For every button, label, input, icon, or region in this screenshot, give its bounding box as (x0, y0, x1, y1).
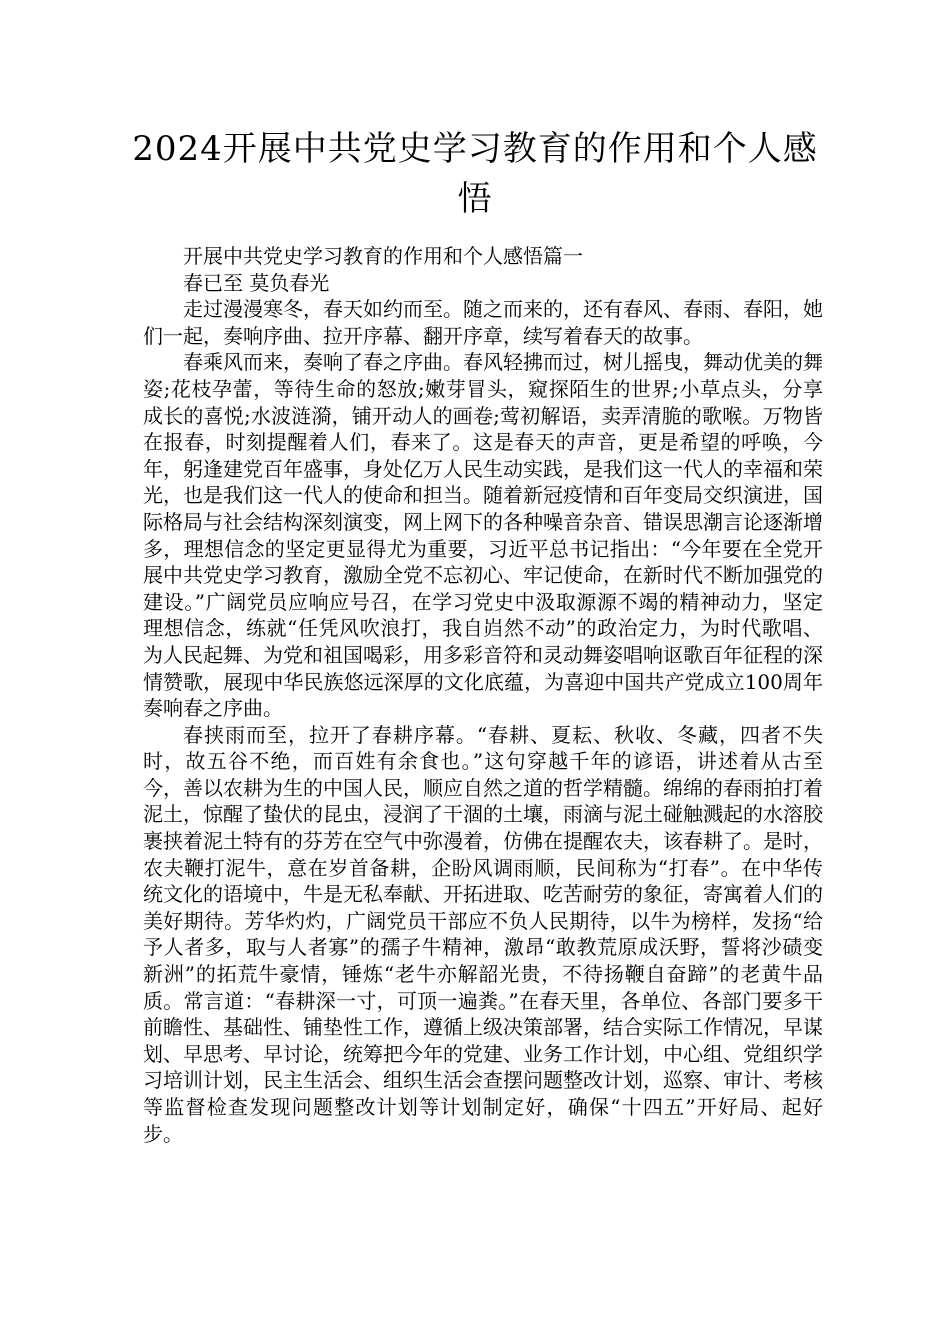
document-body (143, 243, 823, 1147)
paragraph: 春乘风而来，奏响了春之序曲。春风轻拂而过，树儿摇曳，舞动优美的舞姿;花枝孕蕾，等待生命的怒放;嫩芽冒头，窥探陌生的世界;小草点头，分享成长的喜悦;水波涟漪，铺开动人的画卷;莺初解语，卖弄清脆的歌喉。万物皆在报春，时刻提醒着人们，春来了。这是春天的声音，更是希望的呼唤，今年，躬逢建党百年盛事，身处亿万人民生动实践，是我们这一代人的幸福和荣光，也是我们这一代人的使命和担当。随着新冠疫情和百年变局交织演进，国际格局与社会结构深刻演变，网上网下的各种噪音杂音、错误思潮言论逐渐增多，理想信念的坚定更显得尤为重要，习近平总书记指出：“今年要在全党开展中共党史学习教育，激励全党不忘初心、牢记使命，在新时代不断加强党的建设。”广阔党员应响应号召，在学习党史中汲取源源不竭的精神动力，坚定理想信念，练就“任凭风吹浪打，我自岿然不动”的政治定力，为时代歌唱、为人民起舞、为党和祖国喝彩，用多彩音符和灵动舞姿唱响讴歌百年征程的深情赞歌，展现中华民族悠远深厚的文化底蕴，为喜迎中国共产党成立100周年奏响春之序曲。 (143, 350, 823, 721)
document-title: 2024开展中共党史学习教育的作用和个人感悟 (132, 129, 818, 219)
paragraph: 走过漫漫寒冬，春天如约而至。随之而来的，还有春风、春雨、春阳，她们一起，奏响序曲、拉开序幕、翻开序章，续写着春天的故事。 (143, 297, 823, 348)
section-heading: 开展中共党史学习教育的作用和个人感悟篇一 (183, 244, 583, 268)
section-subtitle: 春已至 莫负春光 (183, 270, 330, 295)
paragraph: 春挟雨而至，拉开了春耕序幕。“春耕、夏耘、秋收、冬藏，四者不失时，故五谷不绝，而百姓有余食也。”这句穿越千年的谚语，讲述着从古至今，善以农耕为生的中国人民，顺应自然之道的哲学精髓。绵绵的春雨拍打着泥土，惊醒了蛰伏的昆虫，浸润了干涸的土壤，雨滴与泥土碰触溅起的水溶胶裹挟着泥土特有的芬芳在空气中弥漫着，仿佛在提醒农夫，该春耕了。是时，农夫鞭打泥牛，意在岁首备耕，企盼风调雨顺，民间称为“打春”。在中华传统文化的语境中，牛是无私奉献、开拓进取、吃苦耐劳的象征，寄寓着人们的美好期待。芳华灼灼，广阔党员干部应不负人民期待，以牛为榜样，发扬“给予人者多，取与人者寡”的孺子牛精神，激昂“敢教荒原成沃野，誓将沙碛变新洲”的拓荒牛豪情，锤炼“老牛亦解韶光贵，不待扬鞭自奋蹄”的老黄牛品质。常言道：“春耕深一寸，可顶一遍粪。”在春天里，各单位、各部门要多干前瞻性、基础性、铺垫性工作，遵循上级决策部署，结合实际工作情况，早谋划、早思考、早讨论，统筹把今年的党建、业务工作计划，中心组、党组织学习培训计划，民主生活会、组织生活会查摆问题整改计划，巡察、审计、考核等监督检查发现问题整改计划等计划制定好，确保“十四五”开好局、起好步。 (143, 722, 823, 1146)
